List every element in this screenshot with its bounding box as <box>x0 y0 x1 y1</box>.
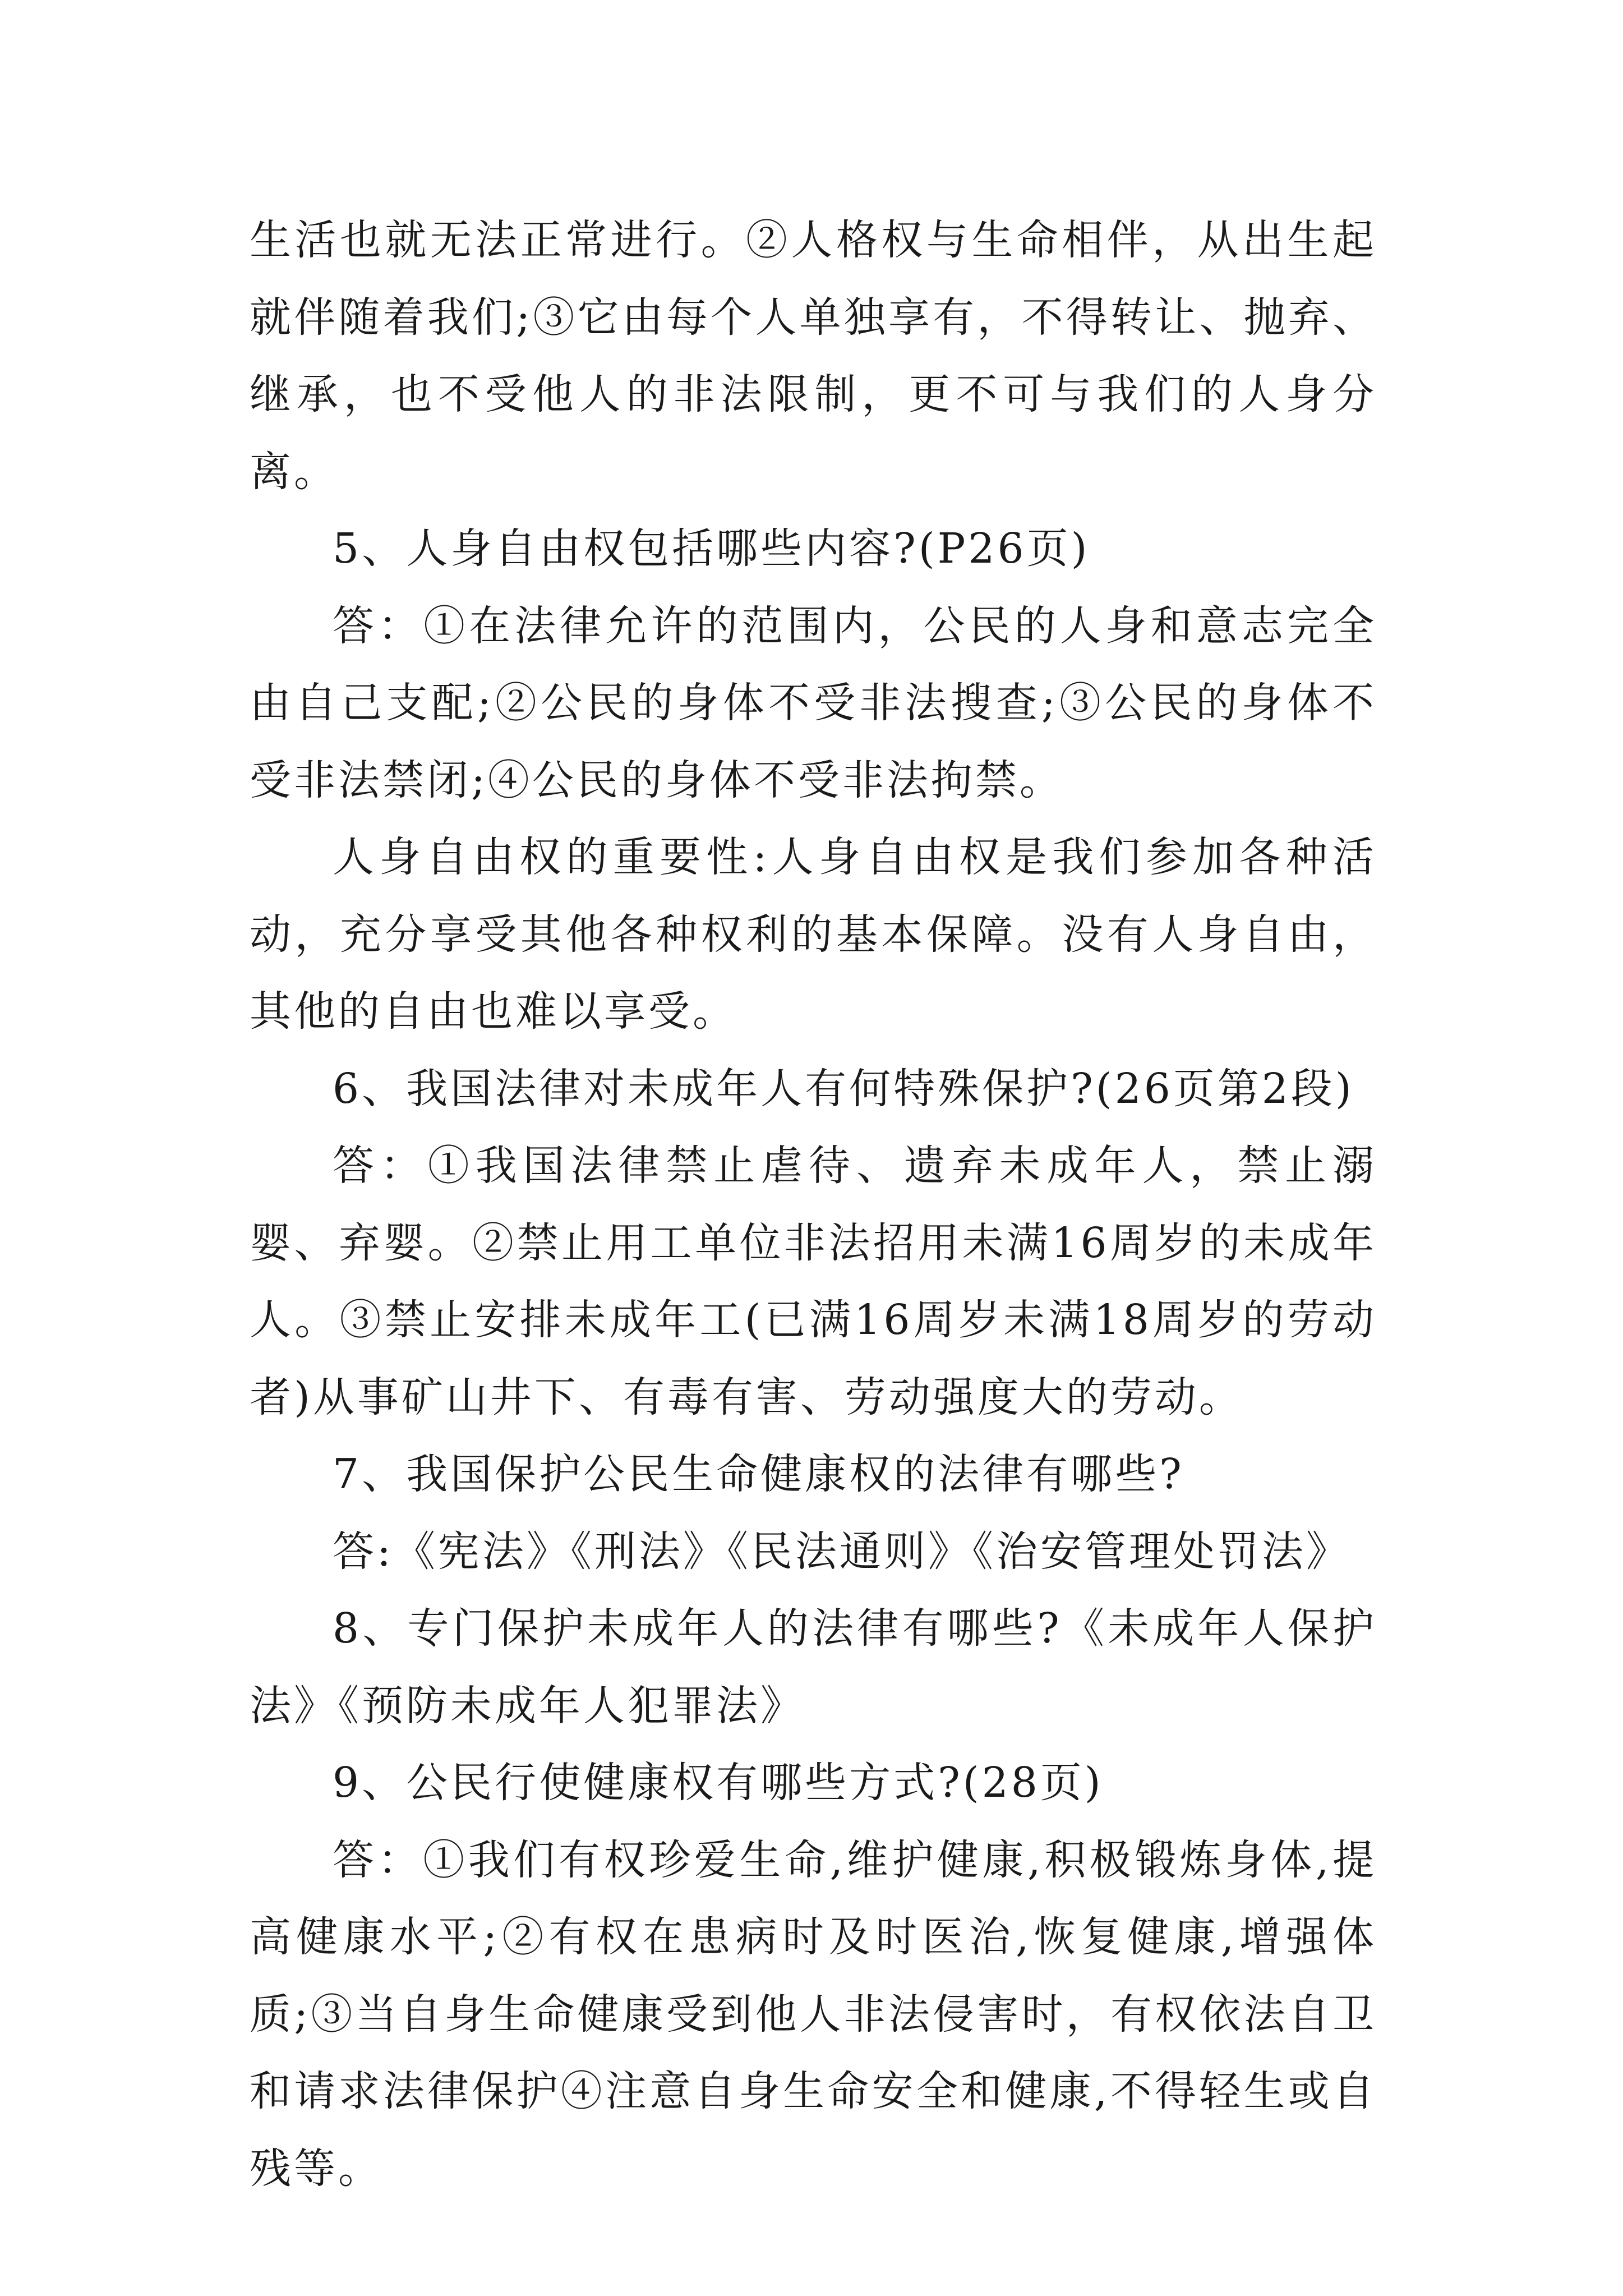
paragraph: 人身自由权的重要性:人身自由权是我们参加各种活动，充分享受其他各种权利的基本保障。没有人身自由，其他的自由也难以享受。 <box>250 833 1377 1036</box>
question-heading: 8、专门保护未成年人的法律有哪些?《未成年人保护法》《预防未成年人犯罪法》 <box>250 1604 1377 1730</box>
document-body <box>250 202 1377 2207</box>
answer-paragraph: 答：①我们有权珍爱生命,维护健康,积极锻炼身体,提高健康水平;②有权在患病时及时医治,恢复健康,增强体质;③当自身生命健康受到他人非法侵害时，有权依法自卫和请求法律保护④注意自身生命安全和健康,不得轻生或自残等。 <box>250 1835 1377 2193</box>
question-heading: 9、公民行使健康权有哪些方式?(28页) <box>333 1759 1104 1807</box>
answer-paragraph: 答：①我国法律禁止虐待、遗弃未成年人，禁止溺婴、弃婴。②禁止用工单位非法招用未满16周岁的未成年人。③禁止安排未成年工(已满16周岁未满18周岁的劳动者)从事矿山井下、有毒有害、劳动强度大的劳动。 <box>250 1142 1377 1421</box>
answer-paragraph: 答：①在法律允许的范围内，公民的人身和意志完全由自己支配;②公民的身体不受非法搜查;③公民的身体不受非法禁闭;④公民的身体不受非法拘禁。 <box>250 601 1377 804</box>
question-heading: 7、我国保护公民生命健康权的法律有哪些? <box>333 1450 1184 1498</box>
question-heading: 6、我国法律对未成年人有何特殊保护?(26页第2段) <box>333 1064 1354 1113</box>
question-heading: 5、人身自由权包括哪些内容?(P26页) <box>333 524 1090 573</box>
paragraph: 生活也就无法正常进行。②人格权与生命相伴，从出生起就伴随着我们;③它由每个人单独享有，不得转让、抛弃、继承，也不受他人的非法限制，更不可与我们的人身分离。 <box>250 216 1377 496</box>
answer-paragraph: 答:《宪法》《刑法》《民法通则》《治安管理处罚法》 <box>333 1527 1350 1576</box>
